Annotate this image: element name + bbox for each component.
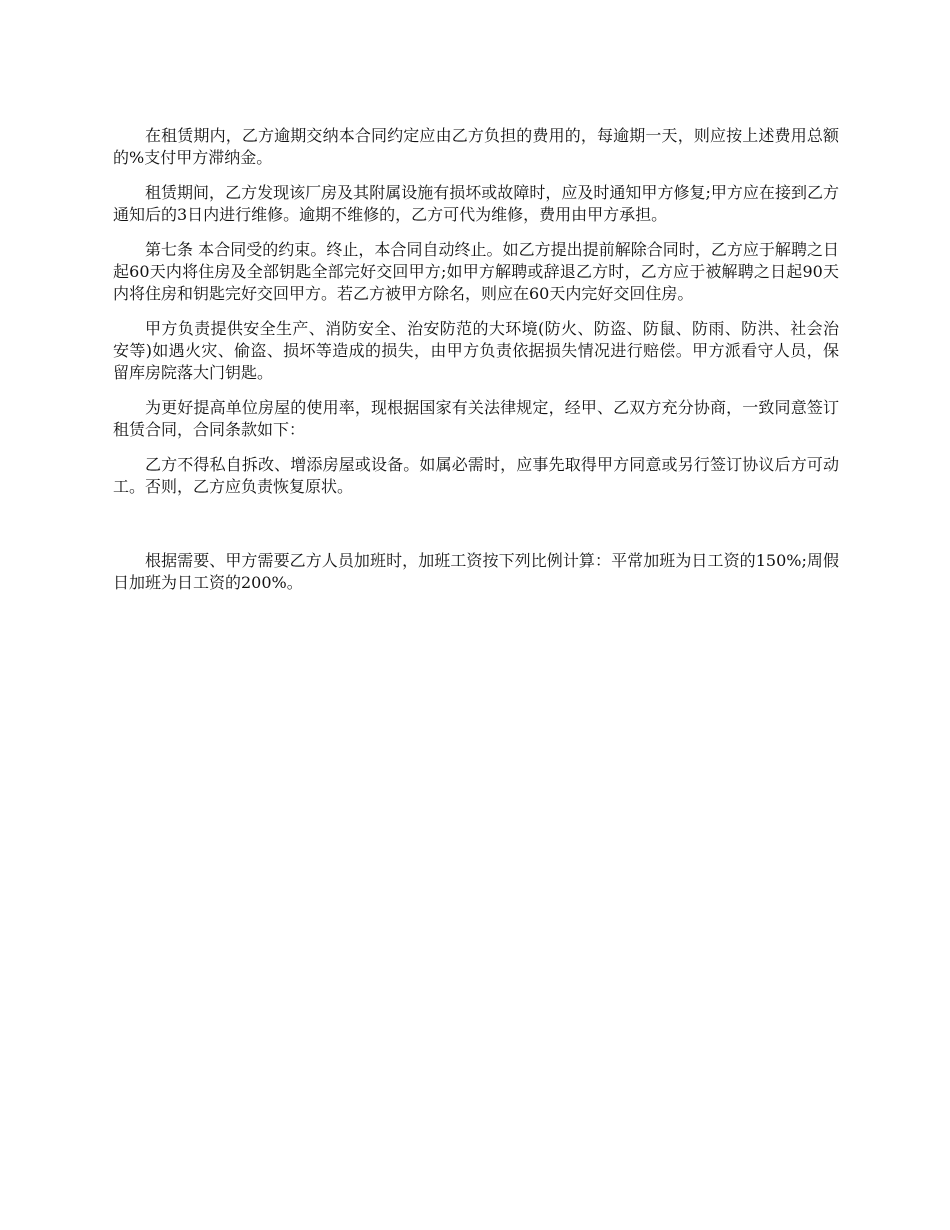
paragraph-repair: 租赁期间，乙方发现该厂房及其附属设施有损坏或故障时，应及时通知甲方修复;甲方应在接到乙方通知后的3日内进行维修。逾期不维修的，乙方可代为维修，费用由甲方承担。 xyxy=(113,183,839,224)
paragraph-security: 甲方负责提供安全生产、消防安全、治安防范的大环境(防火、防盗、防鼠、防雨、防洪、社会治安等)如遇火灾、偷盗、损坏等造成的损失，由甲方负责依据损失情况进行赔偿。甲方派看守人员，保留库房院落大门钥匙。 xyxy=(113,319,839,382)
paragraph-gap xyxy=(113,511,839,550)
document-body xyxy=(113,125,839,607)
paragraph-overtime: 根据需要、甲方需要乙方人员加班时，加班工资按下列比例计算：平常加班为日工资的150%;周假日加班为日工资的200%。 xyxy=(113,551,839,592)
paragraph-agreement-intro: 为更好提高单位房屋的使用率，现根据国家有关法律规定，经甲、乙双方充分协商，一致同意签订租赁合同，合同条款如下： xyxy=(113,398,839,439)
paragraph-no-alteration: 乙方不得私自拆改、增添房屋或设备。如属必需时，应事先取得甲方同意或另行签订协议后方可动工。否则，乙方应负责恢复原状。 xyxy=(113,455,839,496)
paragraph-article-seven: 第七条 本合同受的约束。终止，本合同自动终止。如乙方提出提前解除合同时，乙方应于解聘之日起60天内将住房及全部钥匙全部完好交回甲方;如甲方解聘或辞退乙方时，乙方应于被解聘之日起90天内将住房和钥匙完好交回甲方。若乙方被甲方除名，则应在60天内完好交回住房。 xyxy=(113,240,839,303)
paragraph-late-fee: 在租赁期内，乙方逾期交纳本合同约定应由乙方负担的费用的，每逾期一天，则应按上述费用总额的%支付甲方滞纳金。 xyxy=(113,126,839,167)
